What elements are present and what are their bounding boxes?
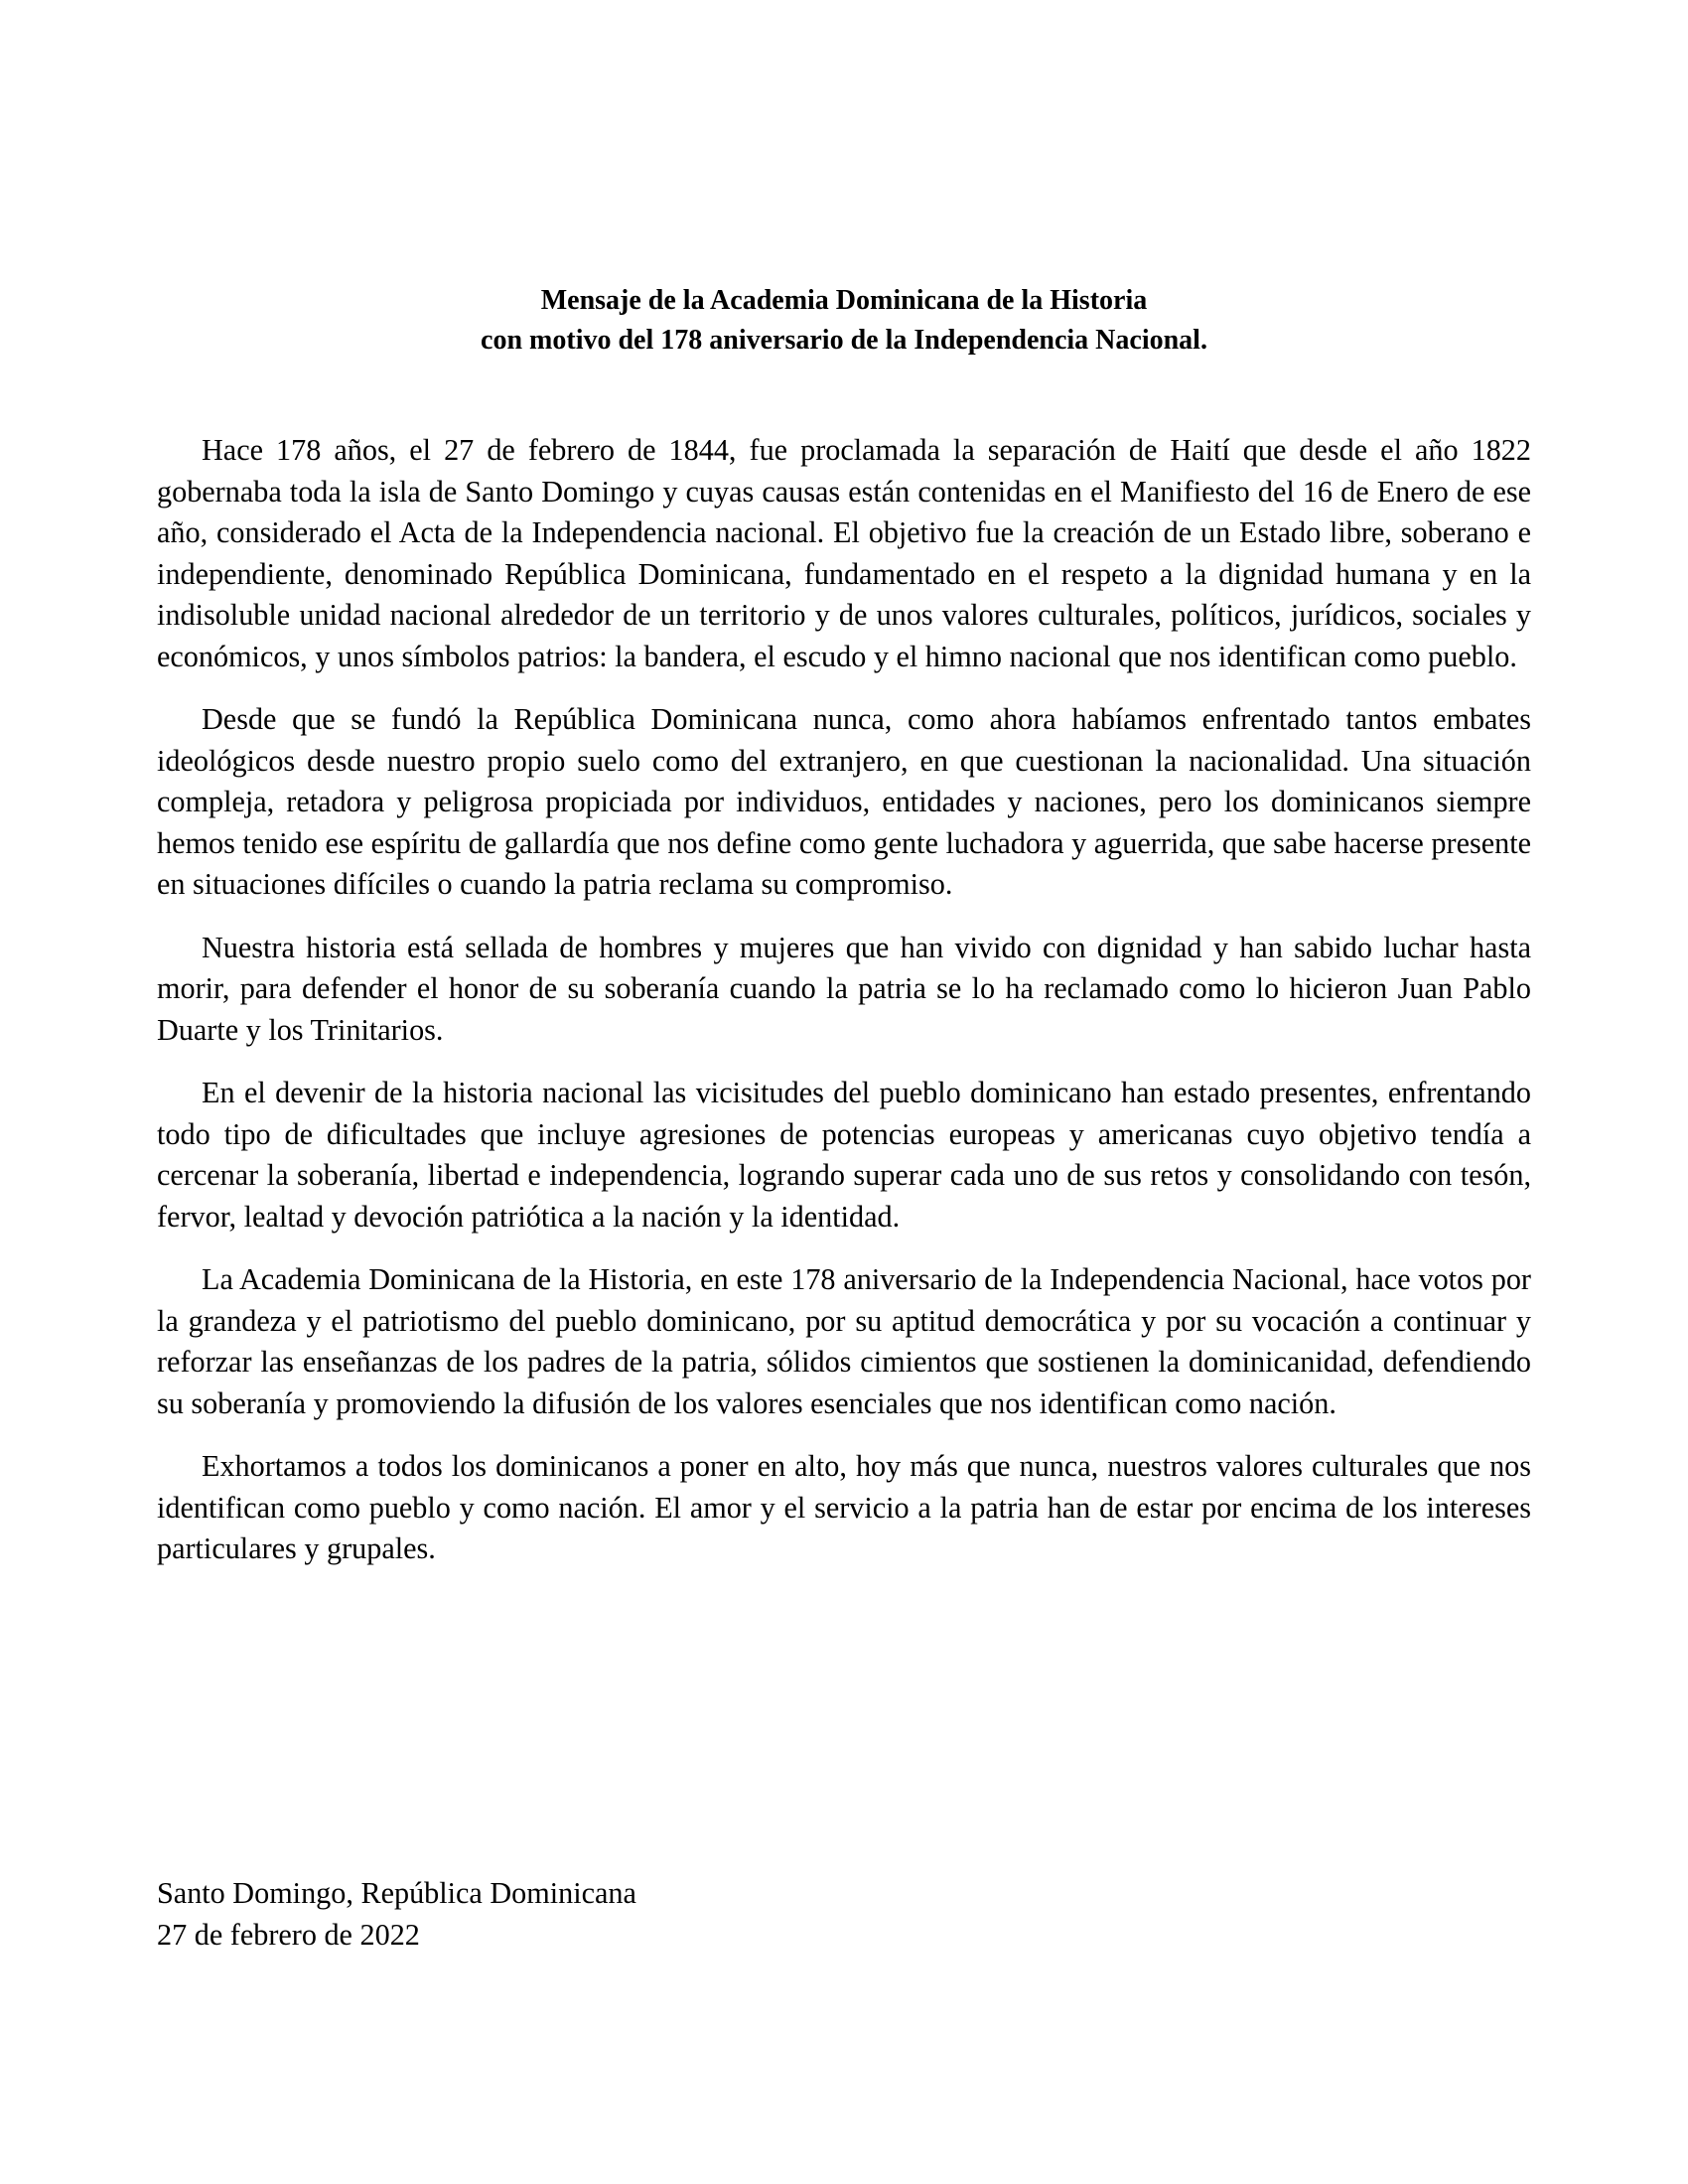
paragraph-5: La Academia Dominicana de la Historia, en este 178 aniversario de la Independencia Nacional, hace votos por la grandeza y el patriotismo del pueblo dominicano, por su aptitud democrática y por su vocación a continuar y reforzar las enseñanzas de los padres de la patria, sólidos cimientos que sostienen la dominicanidad, defendiendo su soberanía y promoviendo la difusión de los valores esenciales que nos identifican como nación. [157,1262,1531,1420]
title-line-2: con motivo del 178 aniversario de la Independencia Nacional. [481,325,1207,356]
paragraph-4: En el devenir de la historia nacional las vicisitudes del pueblo dominicano han estado presentes, enfrentando todo tipo de dificultades que incluye agresiones de potencias europeas y americanas cuyo objetivo tendía a cercenar la soberanía, libertad e independencia, logrando superar cada uno de sus retos y consolidando con tesón, fervor, lealtad y devoción patriótica a la nación y la identidad. [157,1076,1531,1234]
paragraph-3: Nuestra historia está sellada de hombres y mujeres que han vivido con dignidad y han sabido luchar hasta morir, para defender el honor de su soberanía cuando la patria se lo ha reclamado como lo hicieron Juan Pablo Duarte y los Trinitarios. [157,930,1531,1047]
signature-block [157,1873,636,1956]
document-title [157,281,1531,361]
paragraph-2: Desde que se fundó la República Dominicana nunca, como ahora habíamos enfrentado tantos embates ideológicos desde nuestro propio suelo como del extranjero, en que cuestionan la nacionalidad. Una situación compleja, retadora y peligrosa propiciada por individuos, entidades y naciones, pero los dominicanos siempre hemos tenido ese espíritu de gallardía que nos define como gente luchadora y aguerrida, que sabe hacerse presente en situaciones difíciles o cuando la patria reclama su compromiso. [157,702,1531,901]
document-body [157,430,1531,1592]
paragraph-6: Exhortamos a todos los dominicanos a poner en alto, hoy más que nunca, nuestros valores culturales que nos identifican como pueblo y como nación. El amor y el servicio a la patria han de estar por encima de los intereses particulares y grupales. [157,1449,1531,1565]
paragraph-1: Hace 178 años, el 27 de febrero de 1844, fue proclamada la separación de Haití que desde el año 1822 gobernaba toda la isla de Santo Domingo y cuyas causas están contenidas en el Manifiesto del 16 de Enero de ese año, considerado el Acta de la Independencia nacional. El objetivo fue la creación de un Estado libre, soberano e independiente, denominado República Dominicana, fundamentado en el respeto a la dignidad humana y en la indisoluble unidad nacional alrededor de un territorio y de unos valores culturales, políticos, jurídicos, sociales y económicos, y unos símbolos patrios: la bandera, el escudo y el himno nacional que nos identifican como pueblo. [157,433,1531,673]
title-line-1: Mensaje de la Academia Dominicana de la Historia [540,285,1148,316]
signature-date: 27 de febrero de 2022 [157,1917,420,1952]
signature-place: Santo Domingo, República Dominicana [157,1876,636,1910]
